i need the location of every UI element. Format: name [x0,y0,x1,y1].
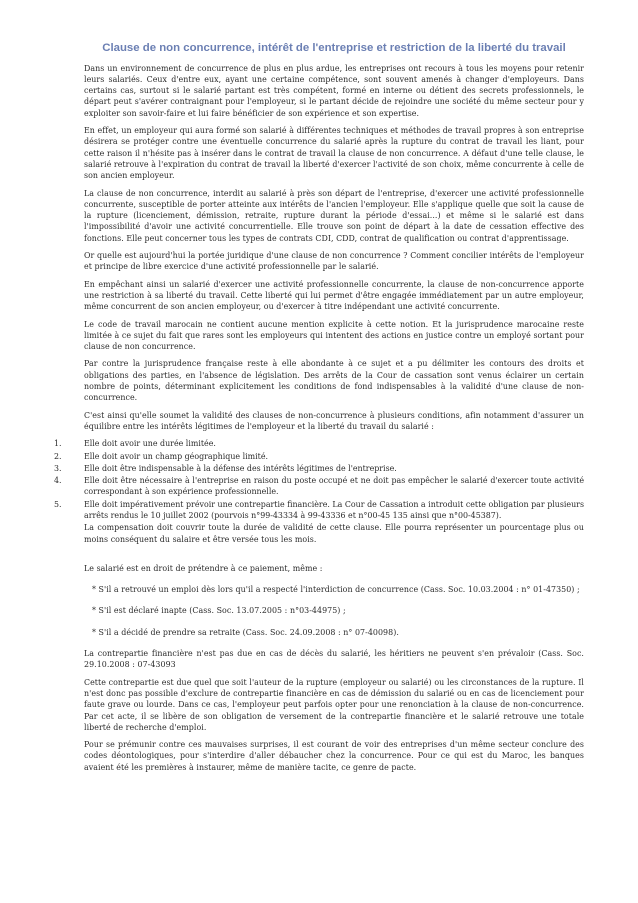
paragraph-french-jurisprudence: Par contre la jurisprudence française reste à elle abondante à ce sujet et a pu délimiter les contours des droits et obligations des parties, en l'absence de législation. Des arrêts de la Cour de cassation sont venus éclairer un certain nombre de points, déterminant explicitement les conditions de fond indispensables à la validité d'une clause de non-concurrence. [84,359,584,403]
paragraph-restriction: En empêchant ainsi un salarié d'exercer une activité professionnelle concurrente, la clause de non-concurrence apporte une restriction à sa liberté du travail. Cette liberté qui lui permet d'être engagée immédiatement par un autre employeur, même concurrent de son ancien employeur, ou d'exercer à titre indépendant une activité concurrente. [84,279,584,312]
list-item [54,499,584,522]
list-item [54,475,584,498]
list-number: 3. [54,463,62,473]
paragraph-payment-intro: Le salarié est en droit de prétendre à ce paiement, même : [84,563,323,573]
paragraph-employer-protection: En effet, un employeur qui aura formé son salarié à différentes techniques et méthodes de travail propres à son entreprise désirera se protéger contre une éventuelle concurrence du salarié après la rupture du contrat de travail les liant, pour cette raison il n'hésite pas à insérer dans le contrat de travail la clause de non concurrence. A défaut d'une telle clause, le salarié retrouve à l'expiration du contrat de travail la liberté d'exercer l'activité de son choix, même concurrente à celle de son ancien employeur. [84,126,584,181]
paragraph-compensation: La compensation doit couvrir toute la durée de validité de cette clause. Elle pourra représenter un pourcentage plus ou moins conséquent du salaire et être versée tous les mois. [84,523,584,544]
paragraph-clause-definition: La clause de non concurrence, interdit au salarié à près son départ de l'entreprise, d'exercer une activité professionnelle concurrente, susceptible de porter atteinte aux intérêts de l'ancien l'employeur. Elle s'applique quelle que soit la cause de la rupture (licenciement, démission, retraite, rupture durant la période d'essai...) et même si le salarié est dans l'impossibilité d'avoir une activité concurrentielle. Elle trouve son point de départ à la date de cessation effective des fonctions. Elle peut concerner tous les types de contrats CDI, CDD, contrat de qualification ou contrat d'apprentissage. [84,188,584,243]
list-item [54,438,584,449]
list-number: 1. [54,439,62,449]
paragraph-death-case: La contrepartie financière n'est pas due en cas de décès du salarié, les héritiers ne peuvent s'en prévaloir (Cass. Soc. 29.10.2008 : 07-43093 [84,649,584,670]
conditions-list [54,438,584,521]
paragraph-moroccan-code: Le code de travail marocain ne contient aucune mention explicite à cette notion. Et la jurisprudence marocaine reste limitée à ce sujet du fait que rares sont les employeurs qui intentent des actions en justice contre un employé sortant pour clause de non concurrence. [84,319,584,352]
bullet-item: * S'il a retrouvé un emploi dès lors qu'il a respecté l'interdiction de concurrence (Cass. Soc. 10.03.2004 : n° 01-47350) ; [92,585,580,595]
paragraph-legal-question: Or quelle est aujourd'hui la portée juridique d'une clause de non concurrence ? Comment concilier intérêts de l'employeur et principe de libre exercice d'une activité professionnelle par le salarié. [84,251,584,272]
list-text: Elle doit impérativement prévoir une contrepartie financière. La Cour de Cassation a introduit cette obligation par plusieurs arrêts rendus le 10 juillet 2002 (pourvois n°99-43334 à 99-43336 et n°00-45 135 ainsi que n°00-45387). [84,499,584,520]
paragraph-conditions-intro: C'est ainsi qu'elle soumet la validité des clauses de non-concurrence à plusieurs conditions, afin notamment d'assurer un équilibre entre les intérêts légitimes de l'employeur et la liberté du travail du salarié : [84,410,584,431]
paragraph-intro: Dans un environnement de concurrence de plus en plus ardue, les entreprises ont recours à tous les moyens pour retenir leurs salariés. Ceux d'entre eux, ayant une certaine compétence, sont souvent amenés à changer d'employeurs. Dans certains cas, surtout si le salarié partant est très compétent, formé en interne ou détient des secrets professionnels, le départ peut s'avérer contraignant pour l'employeur, si le partant décide de rejoindre une société du même secteur pour y exploiter son savoir-faire et lui faire bénéficier de son expérience et son expertise. [84,63,584,118]
list-item [54,463,584,474]
paragraph-rupture-author: Cette contrepartie est due quel que soit l'auteur de la rupture (employeur ou salarié) ou les circonstances de la rupture. Il n'est donc pas possible d'exclure de contrepartie financière en cas de démission du salarié ou en cas de licenciement pour faute grave ou lourde. Dans ce cas, l'employeur peut parfois opter pour une renonciation à la clause de non-concurrence. Par cet acte, il se libère de son obligation de versement de la contrepartie financière et le salarié retrouve une totale liberté de recherche d'emploi. [84,677,584,732]
paragraph-codes: Pour se prémunir contre ces mauvaises surprises, il est courant de voir des entreprises d'un même secteur conclure des codes déontologiques, pour s'interdire d'aller débaucher chez la concurrence. Pour ce qui est du Maroc, les banques avaient été les premières à instaurer, même de manière tacite, ce genre de pacte. [84,740,584,772]
bullet-item: * S'il a décidé de prendre sa retraite (Cass. Soc. 24.09.2008 : n° 07-40098). [92,627,399,637]
spacer [84,551,584,563]
list-text: Elle doit avoir une durée limitée. [84,439,216,449]
list-text: Elle doit avoir un champ géographique limité. [84,451,268,461]
list-number: 4. [54,476,62,486]
list-text: Elle doit être indispensable à la défense des intérêts légitimes de l'entreprise. [84,463,397,473]
list-number: 2. [54,451,62,461]
list-number: 5. [54,499,62,509]
list-item [54,451,584,462]
bullet-item: * S'il est déclaré inapte (Cass. Soc. 13.07.2005 : n°03-44975) ; [92,606,346,616]
list-text: Elle doit être nécessaire à l'entreprise en raison du poste occupé et ne doit pas empêcher le salarié d'exercer toute activité correspondant à son expérience professionnelle. [84,476,584,497]
document-title: Clause de non concurrence, intérêt de l'entreprise et restriction de la liberté du travail [102,42,566,54]
